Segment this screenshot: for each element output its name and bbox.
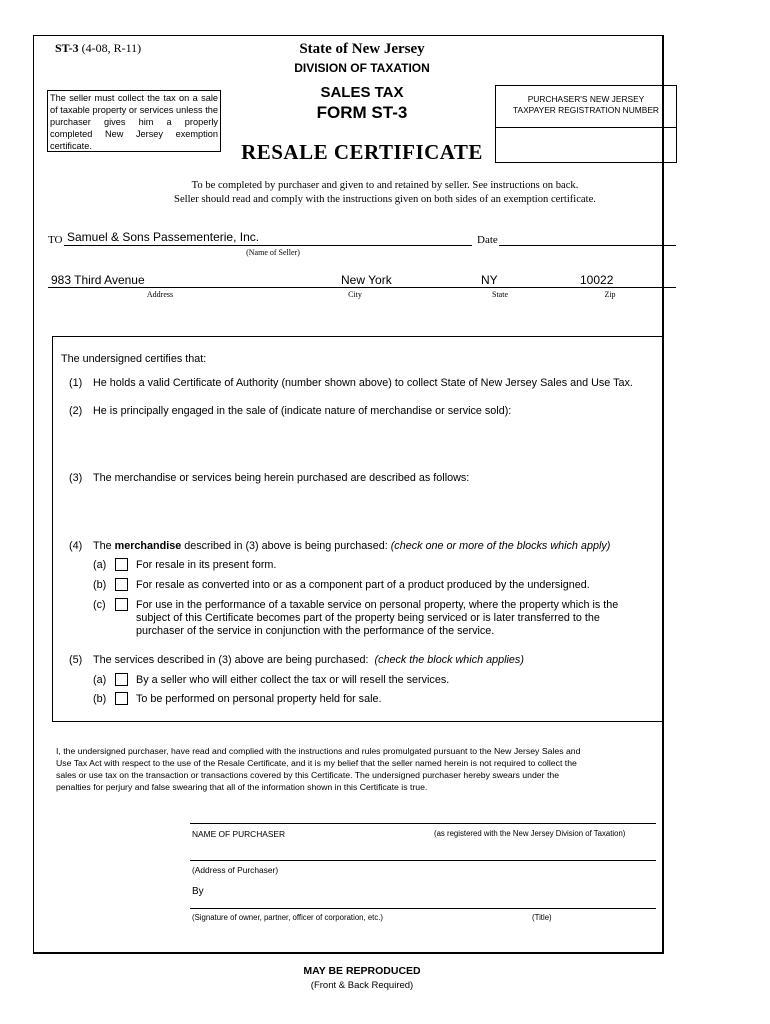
item-3-number: (3): [69, 472, 83, 484]
state-caption: State: [492, 290, 508, 299]
city-caption: City: [348, 290, 362, 299]
zip-caption: Zip: [604, 290, 616, 299]
seller-note-box: The seller must collect the tax on a sale of taxable property or services unless the purchaser gives him a properly completed New Jersey exemption certificate.: [47, 90, 221, 152]
registration-number-label: PURCHASER'S NEW JERSEY TAXPAYER REGISTRATION NUMBER: [513, 94, 659, 115]
purchaser-name-label: NAME OF PURCHASER: [192, 829, 286, 839]
instructions-line-1: To be completed by purchaser and given to and retained by seller. See instructions on back.: [191, 180, 579, 191]
item-4c-letter: (c): [93, 599, 106, 611]
item-3-field[interactable]: [93, 492, 653, 534]
footer-front-back: (Front & Back Required): [310, 980, 414, 991]
header-division: DIVISION OF TAXATION: [294, 61, 430, 75]
purchaser-name-note: (as registered with the New Jersey Division of Taxation): [434, 829, 626, 838]
item-2-text: He is principally engaged in the sale of (indicate nature of merchandise or service sold):: [93, 405, 512, 417]
legal-line-3: sales or use tax on the transaction or transactions covered by this Certificate. The undersigned purchaser hereby swears under the: [56, 770, 560, 780]
seller-name-field[interactable]: Samuel & Sons Passementerie, Inc.: [67, 230, 260, 244]
address-caption: Address: [146, 290, 174, 299]
certification-intro: The undersigned certifies that:: [61, 353, 207, 365]
seller-address-field[interactable]: 983 Third Avenue: [51, 273, 145, 287]
legal-line-2: Use Tax Act with respect to the use of the Resale Certificate, and it is my belief that the seller named herein is not required to collect the: [56, 758, 577, 768]
item-4c-checkbox[interactable]: [115, 598, 128, 611]
item-4-number: (4): [69, 540, 83, 552]
purchaser-address-line[interactable]: [190, 860, 656, 861]
item-5-text: The services described in (3) above are being purchased: (check the block which applies): [93, 654, 524, 666]
item-4a-letter: (a): [93, 559, 107, 571]
seller-zip-field[interactable]: 10022: [580, 273, 614, 287]
item-4b-text: For resale as converted into or as a component part of a product produced by the undersigned.: [136, 579, 590, 591]
title-label: (Title): [532, 913, 552, 922]
legal-line-1: I, the undersigned purchaser, have read and complied with the instructions and rules promulgated pursuant to the New Jersey Sales and: [56, 746, 581, 756]
seller-city-field[interactable]: New York: [341, 273, 392, 287]
form-code: [55, 41, 141, 56]
merchandise-bold: merchandise: [114, 540, 182, 552]
date-line: [499, 245, 676, 246]
legal-declaration: [56, 745, 662, 793]
item-5-number: (5): [69, 654, 83, 666]
item-4-text: The merchandise described in (3) above is being purchased: (check one or more of the blocks which apply): [93, 540, 611, 552]
page-title: RESALE CERTIFICATE: [241, 140, 483, 164]
to-label: TO: [48, 234, 63, 246]
item-4c-text-line-2: subject of this Certificate becomes part of the property being serviced or is later transferred to the: [136, 612, 600, 624]
item-5a-text: By a seller who will either collect the tax or will resell the services.: [136, 674, 450, 686]
item-5a-letter: (a): [93, 674, 107, 686]
header-sales-tax: SALES TAX: [320, 84, 404, 101]
registration-number-box: [495, 85, 677, 163]
item-4c-text-line-3: purchaser of the service in conjunction with the performance of the service.: [136, 625, 495, 637]
purchaser-name-line[interactable]: [190, 823, 656, 824]
signature-label: (Signature of owner, partner, officer of corporation, etc.): [192, 913, 383, 922]
item-4b-letter: (b): [93, 579, 107, 591]
item-5b-letter: (b): [93, 693, 107, 705]
item-5-hint: (check the block which applies): [374, 654, 524, 666]
item-2-field[interactable]: [93, 425, 653, 465]
item-5b-checkbox[interactable]: [115, 692, 128, 705]
purchaser-address-label: (Address of Purchaser): [192, 865, 279, 875]
item-5b-text: To be performed on personal property held for sale.: [136, 693, 382, 705]
registration-divider: [496, 127, 676, 128]
item-4-hint: (check one or more of the blocks which apply): [390, 540, 611, 552]
by-label: By: [192, 886, 204, 897]
item-4a-checkbox[interactable]: [115, 558, 128, 571]
signature-line[interactable]: [190, 908, 656, 909]
item-1-text: He holds a valid Certificate of Authority (number shown above) to collect State of New Jersey Sales and Use Tax.: [93, 377, 633, 389]
item-4b-checkbox[interactable]: [115, 578, 128, 591]
date-label: Date: [477, 234, 498, 246]
form-code-revision: (4-08, R-11): [81, 41, 142, 55]
item-4a-text: For resale in its present form.: [136, 559, 277, 571]
item-1-number: (1): [69, 377, 83, 389]
seller-name-line: [64, 245, 472, 246]
address-line: [48, 287, 676, 288]
instructions-line-2: Seller should read and comply with the instructions given on both sides of an exemption certificate.: [174, 194, 596, 205]
seller-state-field[interactable]: NY: [481, 273, 498, 287]
form-code-number: ST-3: [55, 41, 79, 55]
item-2-number: (2): [69, 405, 83, 417]
legal-line-4: penalties for perjury and false swearing that all of the information shown in this Certificate is true.: [56, 782, 428, 792]
item-4c-text-line-1: For use in the performance of a taxable service on personal property, where the property which is the: [136, 599, 619, 611]
item-3-text: The merchandise or services being herein purchased are described as follows:: [93, 472, 470, 484]
seller-name-caption: (Name of Seller): [246, 248, 300, 257]
header-state: State of New Jersey: [299, 41, 425, 57]
footer-may-be-reproduced: MAY BE REPRODUCED: [303, 965, 421, 977]
item-5a-checkbox[interactable]: [115, 673, 128, 686]
header-form-name: FORM ST-3: [316, 103, 408, 122]
